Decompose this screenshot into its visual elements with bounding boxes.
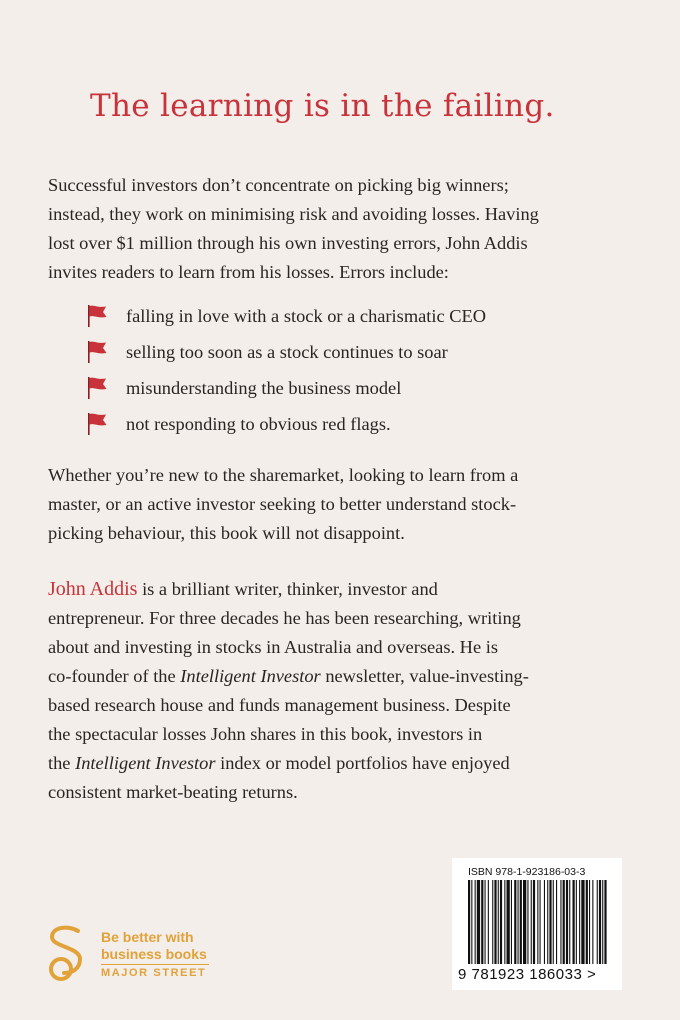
bio-line: about and investing in stocks in Australia and overseas. He is xyxy=(48,637,498,657)
bio-line xyxy=(48,575,648,604)
intro-line: Successful investors don’t concentrate on picking big winners; xyxy=(48,175,509,195)
error-text: misunderstanding the business model xyxy=(126,377,402,398)
bio-line: consistent market-beating returns. xyxy=(48,782,298,802)
closing-line: Whether you’re new to the sharemarket, looking to learn from a xyxy=(48,465,519,485)
bio-text: co-founder of the xyxy=(48,666,181,686)
tagline-line: business books xyxy=(101,946,207,962)
index-name: Intelligent Investor xyxy=(75,753,216,773)
bio-text: is a brilliant writer, thinker, investor and xyxy=(137,579,438,599)
red-flag-icon xyxy=(86,376,108,400)
ms-logo-icon xyxy=(46,925,86,983)
list-item xyxy=(86,298,486,334)
barcode xyxy=(458,880,616,966)
publisher-name: MAJOR STREET xyxy=(101,967,207,979)
error-text: not responding to obvious red flags. xyxy=(126,413,391,434)
closing-line: picking behaviour, this book will not disappoint. xyxy=(48,523,405,543)
bio-line: based research house and funds management business. Despite xyxy=(48,695,511,715)
intro-line: invites readers to learn from his losses. Errors include: xyxy=(48,262,449,282)
headline: The learning is in the failing. xyxy=(90,88,555,124)
error-text: falling in love with a stock or a charismatic CEO xyxy=(126,305,487,326)
red-flag-icon xyxy=(86,304,108,328)
barcode-digits: 9 781923 186033 > xyxy=(458,966,597,983)
list-item xyxy=(86,334,486,370)
closing-line: master, or an active investor seeking to better understand stock- xyxy=(48,494,517,514)
isbn-label: ISBN 978-1-923186-03-3 xyxy=(468,866,586,878)
author-name: John Addis xyxy=(48,578,138,600)
tagline-line: Be better with xyxy=(101,929,194,945)
error-text: selling too soon as a stock continues to soar xyxy=(126,341,448,362)
author-bio xyxy=(48,575,648,807)
bio-text: index or model portfolios have enjoyed xyxy=(215,753,510,773)
publisher-tagline xyxy=(101,929,207,963)
bio-line xyxy=(48,749,648,778)
bio-line: entrepreneur. For three decades he has been researching, writing xyxy=(48,608,521,628)
red-flag-icon xyxy=(86,340,108,364)
intro-line: instead, they work on minimising risk and avoiding losses. Having xyxy=(48,204,539,224)
errors-list xyxy=(86,298,486,442)
publisher-divider xyxy=(101,964,209,965)
intro-line: lost over $1 million through his own investing errors, John Addis xyxy=(48,233,528,253)
list-item xyxy=(86,406,486,442)
bio-line: the spectacular losses John shares in this book, investors in xyxy=(48,724,483,744)
bio-text: the xyxy=(48,753,76,773)
list-item xyxy=(86,370,486,406)
bio-text: newsletter, value-investing- xyxy=(320,666,529,686)
newsletter-name: Intelligent Investor xyxy=(180,666,321,686)
barcode-panel xyxy=(452,858,622,990)
intro-paragraph xyxy=(48,171,648,287)
red-flag-icon xyxy=(86,412,108,436)
bio-line xyxy=(48,662,648,691)
closing-paragraph xyxy=(48,461,648,548)
